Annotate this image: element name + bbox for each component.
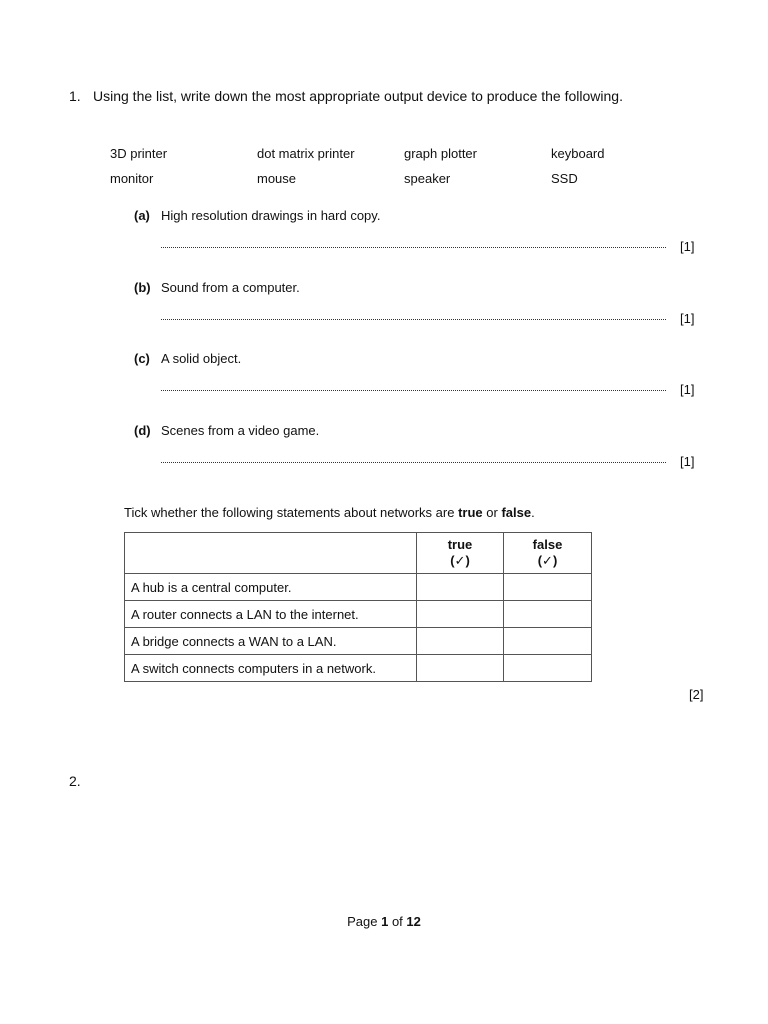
- tick-instructions-text: Tick whether the following statements about networks are: [124, 505, 459, 520]
- tick-instructions: [124, 505, 535, 520]
- table-row: [125, 574, 592, 601]
- statement-cell: A router connects a LAN to the internet.: [125, 601, 417, 628]
- part-d-text: Scenes from a video game.: [161, 423, 320, 438]
- tick-instructions-or: or: [482, 505, 502, 520]
- part-b-text: Sound from a computer.: [161, 280, 300, 295]
- table-row: [125, 628, 592, 655]
- part-a-marks: [1]: [680, 239, 695, 254]
- statement-cell: A bridge connects a WAN to a LAN.: [125, 628, 417, 655]
- part-c-answer-line[interactable]: [161, 390, 666, 391]
- statement-cell: A hub is a central computer.: [125, 574, 417, 601]
- part-d-letter: (d): [134, 423, 151, 438]
- part-b-answer-line[interactable]: [161, 319, 666, 320]
- tick-instructions-false: false: [501, 505, 532, 520]
- question-1-number: 1.: [69, 88, 81, 104]
- table-header-true: [417, 533, 504, 574]
- header-false-label: false: [532, 537, 563, 552]
- part-a-text: High resolution drawings in hard copy.: [161, 208, 381, 223]
- device-list-item: keyboard: [551, 146, 605, 161]
- footer-page-label: Page: [347, 914, 382, 929]
- false-tick-cell[interactable]: [504, 628, 592, 655]
- part-b-letter: (b): [134, 280, 151, 295]
- question-2-number: 2.: [69, 773, 81, 789]
- page-footer: [0, 914, 768, 929]
- device-list-item: dot matrix printer: [257, 146, 355, 161]
- footer-page-current: 1: [381, 914, 389, 929]
- part-d-marks: [1]: [680, 454, 695, 469]
- tick-instructions-true: true: [458, 505, 483, 520]
- true-tick-cell[interactable]: [417, 574, 504, 601]
- part-a-letter: (a): [134, 208, 150, 223]
- device-list-item: mouse: [257, 171, 297, 186]
- device-list-item: graph plotter: [404, 146, 477, 161]
- true-tick-cell[interactable]: [417, 628, 504, 655]
- header-true-label: true: [447, 537, 473, 552]
- part-d-answer-line[interactable]: [161, 462, 666, 463]
- true-tick-cell[interactable]: [417, 655, 504, 682]
- part-c-text: A solid object.: [161, 351, 242, 366]
- footer-page-total: 12: [406, 914, 421, 929]
- device-list-item: monitor: [110, 171, 154, 186]
- false-tick-cell[interactable]: [504, 655, 592, 682]
- network-statements-table: [124, 532, 592, 682]
- part-c-letter: (c): [134, 351, 150, 366]
- tick-instructions-end: .: [531, 505, 535, 520]
- table-row: [125, 601, 592, 628]
- tick-section-marks: [2]: [689, 687, 704, 702]
- true-tick-cell[interactable]: [417, 601, 504, 628]
- table-header-false: [504, 533, 592, 574]
- table-header-row: [125, 533, 592, 574]
- part-a-answer-line[interactable]: [161, 247, 666, 248]
- false-tick-cell[interactable]: [504, 601, 592, 628]
- header-false-tick: (✓): [537, 553, 558, 568]
- statement-cell: A switch connects computers in a network.: [125, 655, 417, 682]
- device-list: [110, 146, 650, 196]
- question-1-text: Using the list, write down the most appropriate output device to produce the following.: [93, 88, 623, 104]
- table-header-blank: [125, 533, 417, 574]
- part-b-marks: [1]: [680, 311, 695, 326]
- table-row: [125, 655, 592, 682]
- part-c-marks: [1]: [680, 382, 695, 397]
- device-list-item: SSD: [551, 171, 578, 186]
- footer-of: of: [388, 914, 407, 929]
- false-tick-cell[interactable]: [504, 574, 592, 601]
- device-list-item: speaker: [404, 171, 451, 186]
- device-list-item: 3D printer: [110, 146, 168, 161]
- header-true-tick: (✓): [450, 553, 470, 568]
